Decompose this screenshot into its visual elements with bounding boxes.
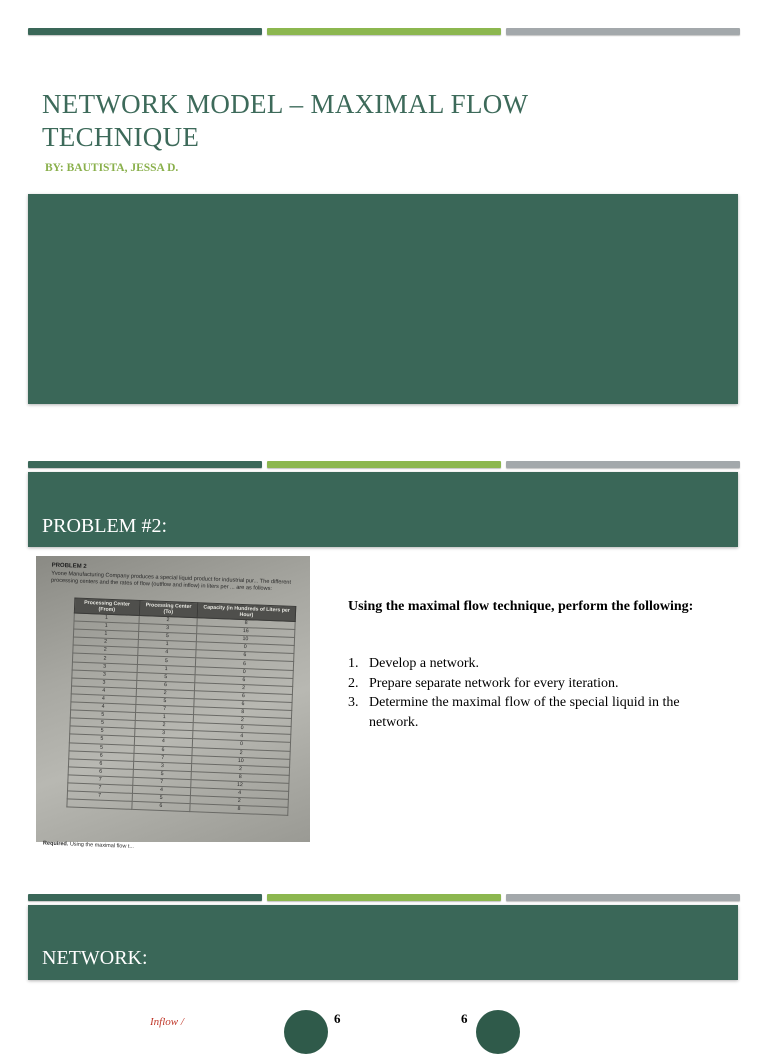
photo-table-cell: 7 (132, 777, 191, 787)
photo-table-cell: 4 (193, 731, 291, 743)
photo-table-cell: 6 (131, 802, 190, 812)
photo-footer-bold: Required. (42, 840, 69, 848)
step-text: Develop a network. (369, 656, 480, 671)
step-number: 2. (348, 675, 359, 691)
photo-table-cell: 5 (136, 696, 195, 706)
accent-bar-gray (506, 28, 740, 35)
photo-table-cell: 6 (196, 650, 294, 662)
steps-list (348, 654, 710, 732)
node-capacity-label: 6 (334, 1011, 341, 1026)
photo-intro-text: Yvone Manufacturing Company produces a special liquid product for industrial pur... The different processing centers and the rates of flow (outflow and inflow) in liters per ... are as follows: (50, 570, 292, 593)
photo-table-cell: 2 (135, 721, 194, 731)
photo-table-cell: 5 (69, 734, 134, 745)
photo-table-cell: 6 (68, 767, 133, 778)
photo-page-content (24, 556, 325, 867)
photo-table-cell: 2 (194, 682, 292, 694)
photo-table-cell: 2 (139, 615, 198, 625)
title-slide-green-panel (28, 194, 738, 404)
photo-table-cell: 5 (70, 726, 135, 737)
photo-table-cell: 2 (191, 763, 289, 775)
photo-table-cell: 6 (69, 751, 134, 762)
photo-table-cell: 5 (69, 742, 134, 753)
step-item (348, 674, 710, 694)
photo-footer (43, 840, 134, 849)
accent-bar-light-green (267, 461, 501, 468)
photo-table-cell: 4 (71, 686, 136, 697)
photo-table-cell: 5 (132, 793, 191, 803)
photo-table-cell: 4 (71, 694, 136, 705)
photo-table-cell: 3 (134, 729, 193, 739)
photo-table-cell: 7 (67, 791, 132, 802)
photo-table-cell: 7 (68, 783, 133, 794)
photo-table-cell: 8 (197, 618, 295, 630)
photo-table-cell: 2 (192, 747, 290, 759)
photo-table-cell: 7 (68, 775, 133, 786)
accent-bar-dark-green (28, 894, 262, 901)
photo-table-cell: 2 (190, 796, 288, 808)
photo-table-cell: 2 (72, 653, 137, 664)
photo-table-cell: 6 (194, 691, 292, 703)
photo-table-cell: 3 (72, 662, 137, 673)
step-item (348, 693, 710, 732)
photo-table-cell: 0 (195, 666, 293, 678)
slide-title: NETWORK MODEL – MAXIMAL FLOW TECHNIQUE (42, 89, 528, 152)
photo-table-cell: 3 (72, 670, 137, 681)
photo-col-capacity: Capacity (in Hundreds of Liters per Hour) (197, 603, 295, 622)
photo-table-cell: 0 (196, 642, 294, 654)
accent-bar-gray (506, 894, 740, 901)
author-byline: BY: BAUTISTA, JESSA D. (45, 162, 179, 174)
photo-table-cell: 16 (197, 626, 295, 638)
step-text: Determine the maximal flow of the special liquid in the network. (369, 695, 680, 730)
photo-table-cell: 4 (137, 648, 196, 658)
problem-photo (36, 556, 310, 850)
photo-table-cell: 6 (194, 699, 292, 711)
photo-table-cell: 12 (191, 779, 289, 791)
photo-table-cell: 4 (134, 737, 193, 747)
photo-capacity-table (66, 598, 296, 817)
photo-footer-text: Using the maximal flow t... (69, 841, 135, 850)
slide1-accent-bars (28, 28, 740, 35)
photo-table-cell: 5 (133, 769, 192, 779)
photo-table-cell: 6 (195, 658, 293, 670)
photo-col-to: Processing Center (To) (139, 601, 198, 618)
photo-table-cell: 5 (138, 632, 197, 642)
photo-table-cell: 0 (192, 739, 290, 751)
photo-table-cell: 10 (196, 634, 294, 646)
network-node (476, 1010, 520, 1054)
photo-table-cell: 6 (134, 745, 193, 755)
network-node (284, 1010, 328, 1054)
photo-table-cell: 0 (193, 723, 291, 735)
photo-table-cell: 7 (135, 704, 194, 714)
photo-table-cell: 8 (194, 707, 292, 719)
photo-table-cell: 1 (74, 621, 139, 632)
accent-bar-light-green (267, 28, 501, 35)
problem-heading: PROBLEM #2: (42, 515, 168, 537)
photo-table-cell: 6 (136, 680, 195, 690)
accent-bar-dark-green (28, 28, 262, 35)
photo-table-cell: 3 (133, 761, 192, 771)
photo-table-cell: 3 (72, 678, 137, 689)
step-number: 3. (348, 695, 359, 710)
photo-table-cell: 6 (68, 759, 133, 770)
step-text: Prepare separate network for every iteration. (369, 675, 619, 691)
inflow-label: Inflow / (150, 1016, 184, 1028)
photo-table-cell: 1 (138, 640, 197, 650)
photo-table-cell: 2 (73, 645, 138, 656)
step-item (348, 654, 710, 674)
photo-table-cell: 8 (190, 804, 288, 816)
step-number: 1. (348, 656, 359, 671)
photo-table-cell: 7 (133, 753, 192, 763)
photo-table-cell: 3 (138, 624, 197, 634)
photo-table-cell: 5 (70, 710, 135, 721)
photo-table-cell: 2 (193, 715, 291, 727)
photo-table-cell: 6 (195, 674, 293, 686)
accent-bar-gray (506, 461, 740, 468)
slide2-accent-bars (28, 461, 740, 468)
photo-table-cell (67, 799, 132, 810)
slide3-accent-bars (28, 894, 740, 901)
photo-problem-label: PROBLEM 2 (51, 562, 87, 570)
photo-table-cell: 2 (136, 688, 195, 698)
photo-table-cell: 5 (70, 718, 135, 729)
accent-bar-light-green (267, 894, 501, 901)
photo-table-cell: 4 (132, 785, 191, 795)
photo-table-cell: 5 (137, 656, 196, 666)
instruction-heading: Using the maximal flow technique, perform the following: (348, 599, 694, 614)
photo-table-cell: 1 (137, 664, 196, 674)
node-capacity-label: 6 (461, 1011, 468, 1026)
photo-col-from: Processing Center (From) (74, 598, 139, 615)
photo-table-cell: 2 (73, 637, 138, 648)
photo-table-cell: 1 (74, 613, 139, 624)
photo-table-cell: 4 (190, 788, 288, 800)
photo-table-cell: 1 (135, 713, 194, 723)
photo-table-cell: 4 (71, 702, 136, 713)
photo-table-cell: 8 (191, 771, 289, 783)
photo-table-cell: 5 (136, 672, 195, 682)
network-heading: NETWORK: (42, 947, 148, 969)
photo-table-cell: 1 (73, 629, 138, 640)
accent-bar-dark-green (28, 461, 262, 468)
photo-table-cell: 10 (192, 755, 290, 767)
